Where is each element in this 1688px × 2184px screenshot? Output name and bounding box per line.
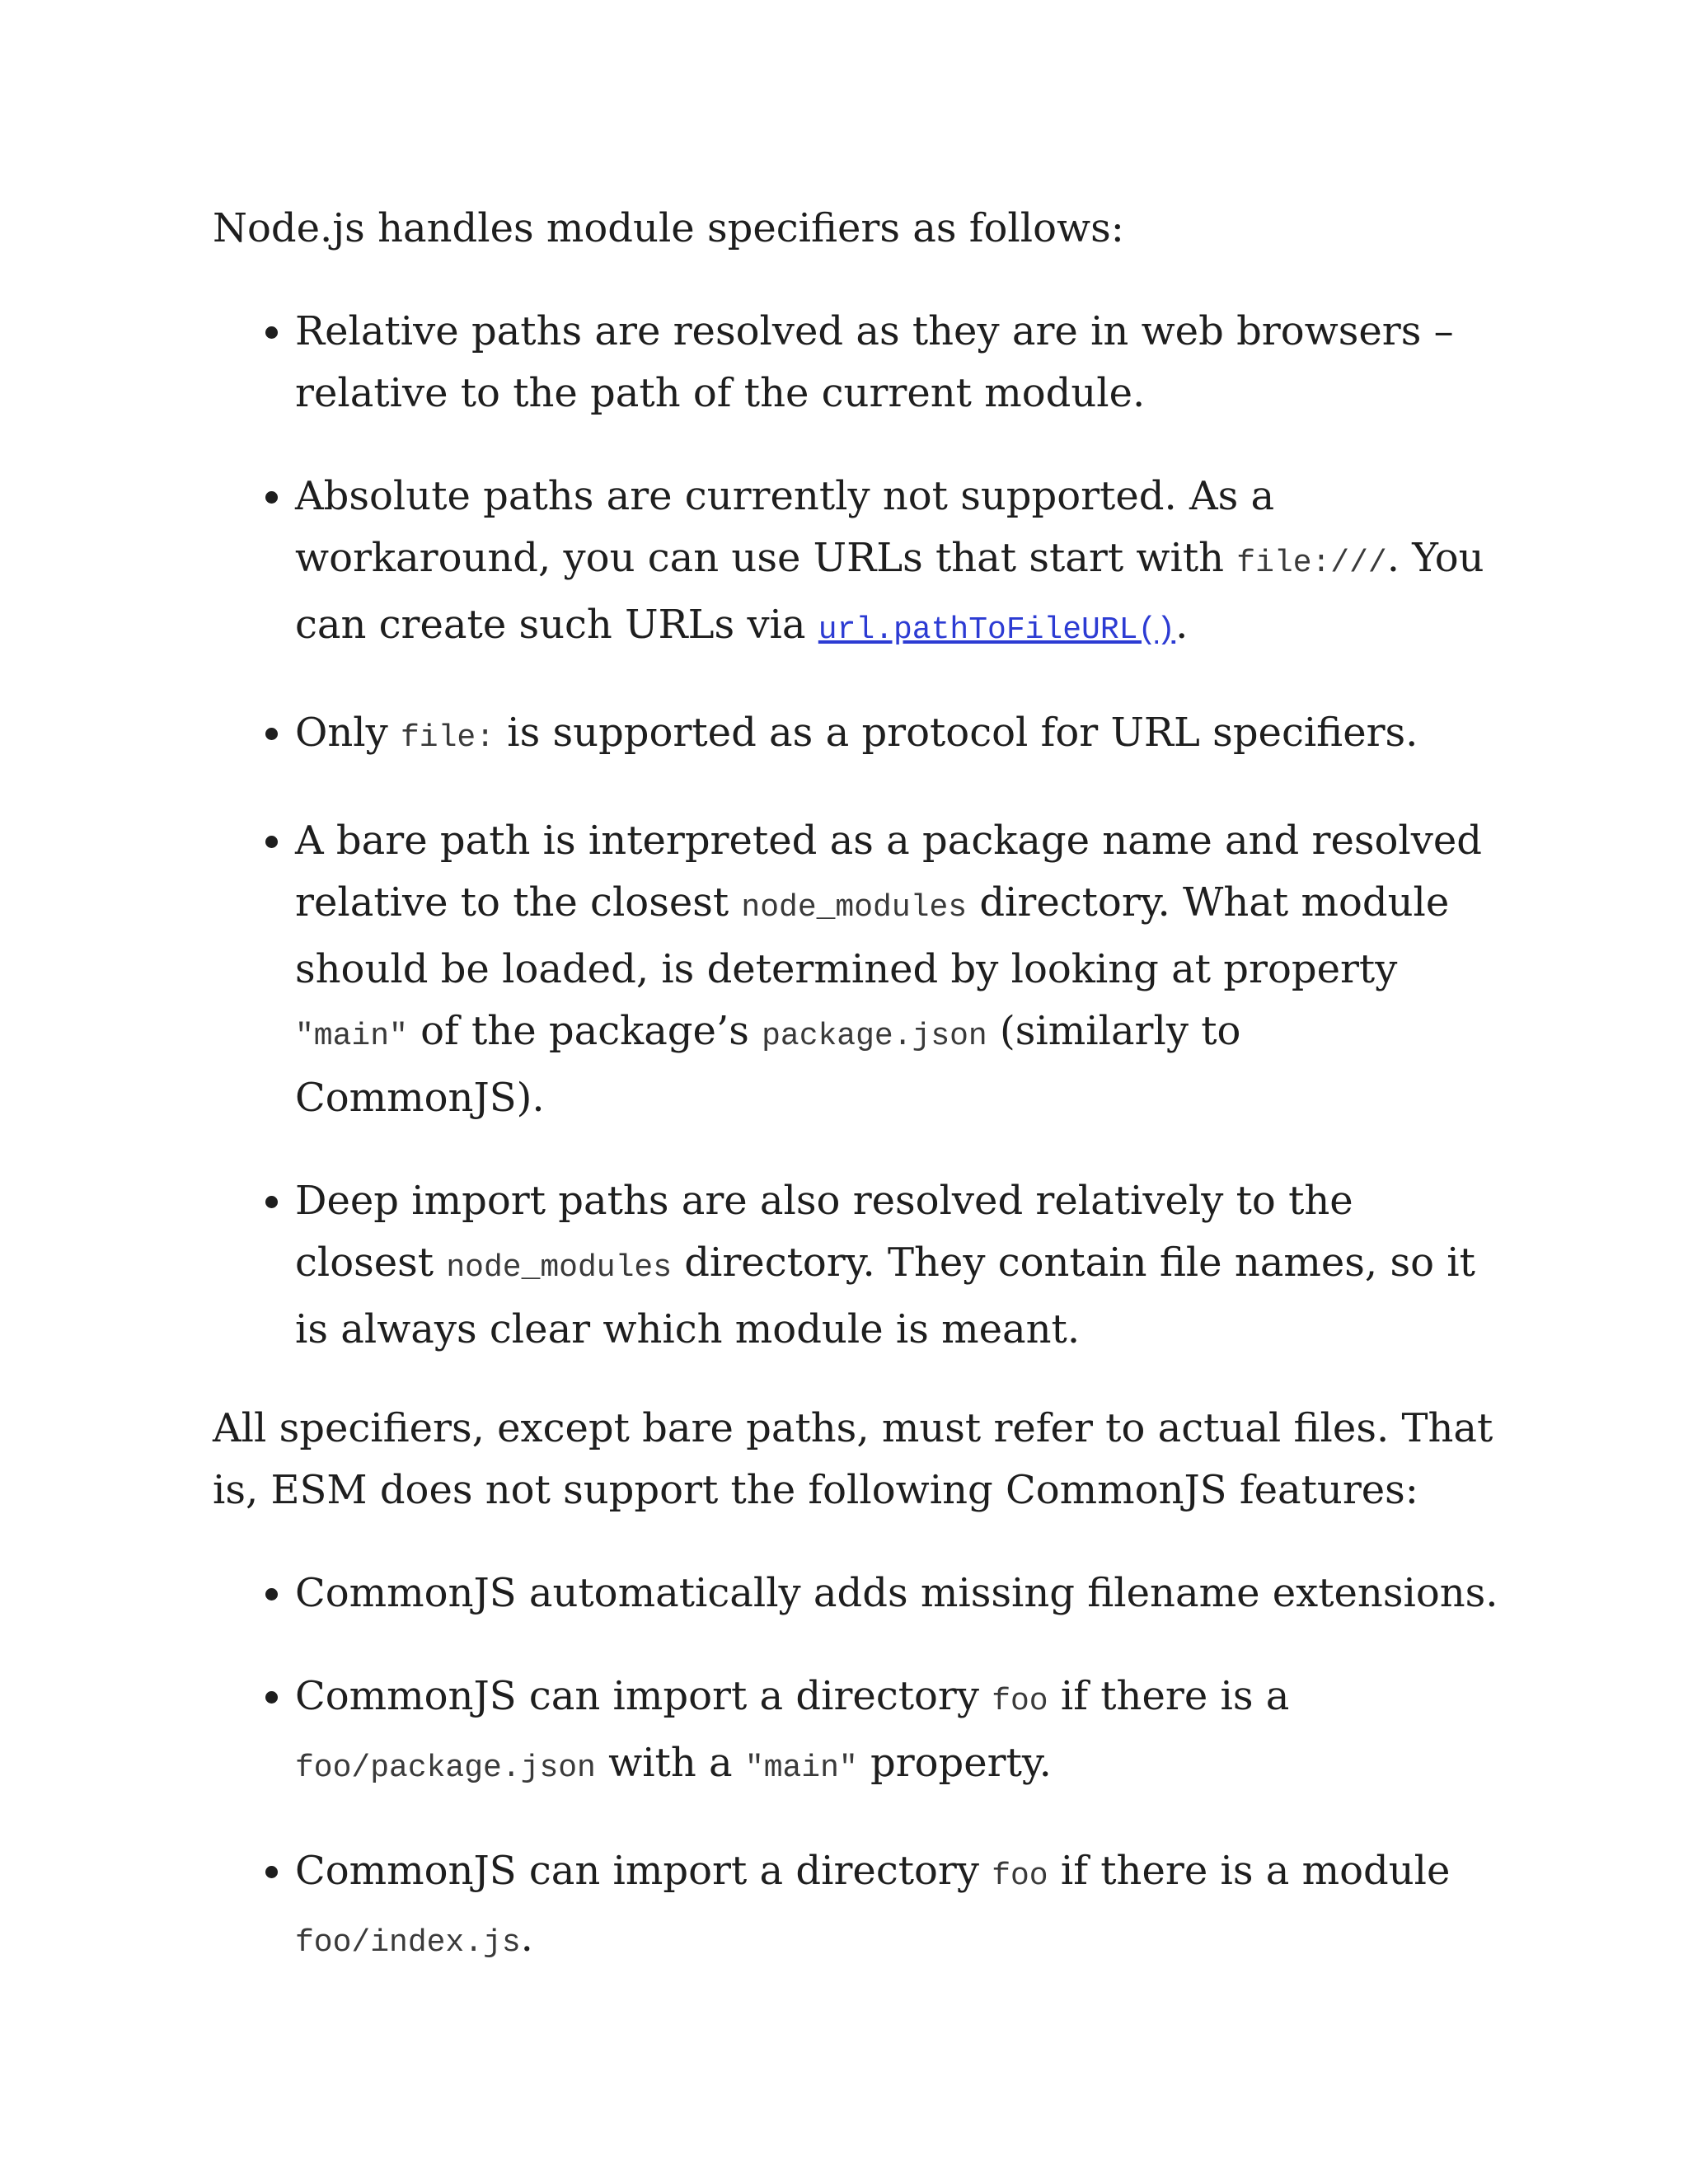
inline-code-main: "main": [744, 1750, 858, 1786]
list-item-absolute-paths: • Absolute paths are currently not supported. As a workaround, you can use URLs that start with file:///. You can create such URLs via url.pathToFileURL().: [295, 466, 1498, 661]
document-body: [213, 198, 1498, 2015]
list-item-directory-index-js: • CommonJS can import a directory foo if there is a module foo/index.js.: [295, 1840, 1498, 1974]
inline-code-node-modules: node_modules: [741, 890, 968, 926]
inline-code-node-modules: node_modules: [446, 1250, 673, 1286]
list-item-deep-import-paths: • Deep import paths are also resolved relatively to the closest node_modules directory. They contain file names, so it is always clear which module is meant.: [295, 1170, 1498, 1361]
esm-restrictions-paragraph: All specifiers, except bare paths, must refer to actual files. That is, ESM does not support the following CommonJS features:: [213, 1405, 1493, 1513]
list-item-bare-paths: • A bare path is interpreted as a package name and resolved relative to the closest node_modules directory. What module should be loaded, is determined by looking at property "main" of the package’s package.json (similarly to CommonJS).: [295, 810, 1498, 1129]
pathtofileurl-link[interactable]: url.pathToFileURL(): [818, 612, 1176, 648]
list-item-file-protocol: • Only file: is supported as a protocol for URL specifiers.: [295, 702, 1498, 769]
list-item-filename-extensions: • CommonJS automatically adds missing filename extensions.: [295, 1563, 1498, 1624]
commonjs-features-list: [213, 1563, 1498, 1974]
list-item-relative-paths: • Relative paths are resolved as they are in web browsers – relative to the path of the current module.: [295, 301, 1498, 424]
inline-code-foo: foo: [992, 1684, 1048, 1719]
inline-code-file-protocol: file:: [401, 720, 495, 756]
inline-code-foo-package-json: foo/package.json: [295, 1750, 596, 1786]
specifier-rules-list: [213, 301, 1498, 1361]
inline-code-file-url: file:///: [1236, 546, 1387, 581]
inline-code-package-json: package.json: [762, 1019, 987, 1054]
intro-paragraph: Node.js handles module specifiers as follows:: [213, 205, 1124, 251]
list-item-directory-package-json: • CommonJS can import a directory foo if there is a foo/package.json with a "main" property.: [295, 1666, 1498, 1799]
inline-code-foo: foo: [992, 1858, 1048, 1894]
inline-code-foo-index-js: foo/index.js: [295, 1925, 521, 1961]
inline-code-main: "main": [295, 1019, 408, 1054]
